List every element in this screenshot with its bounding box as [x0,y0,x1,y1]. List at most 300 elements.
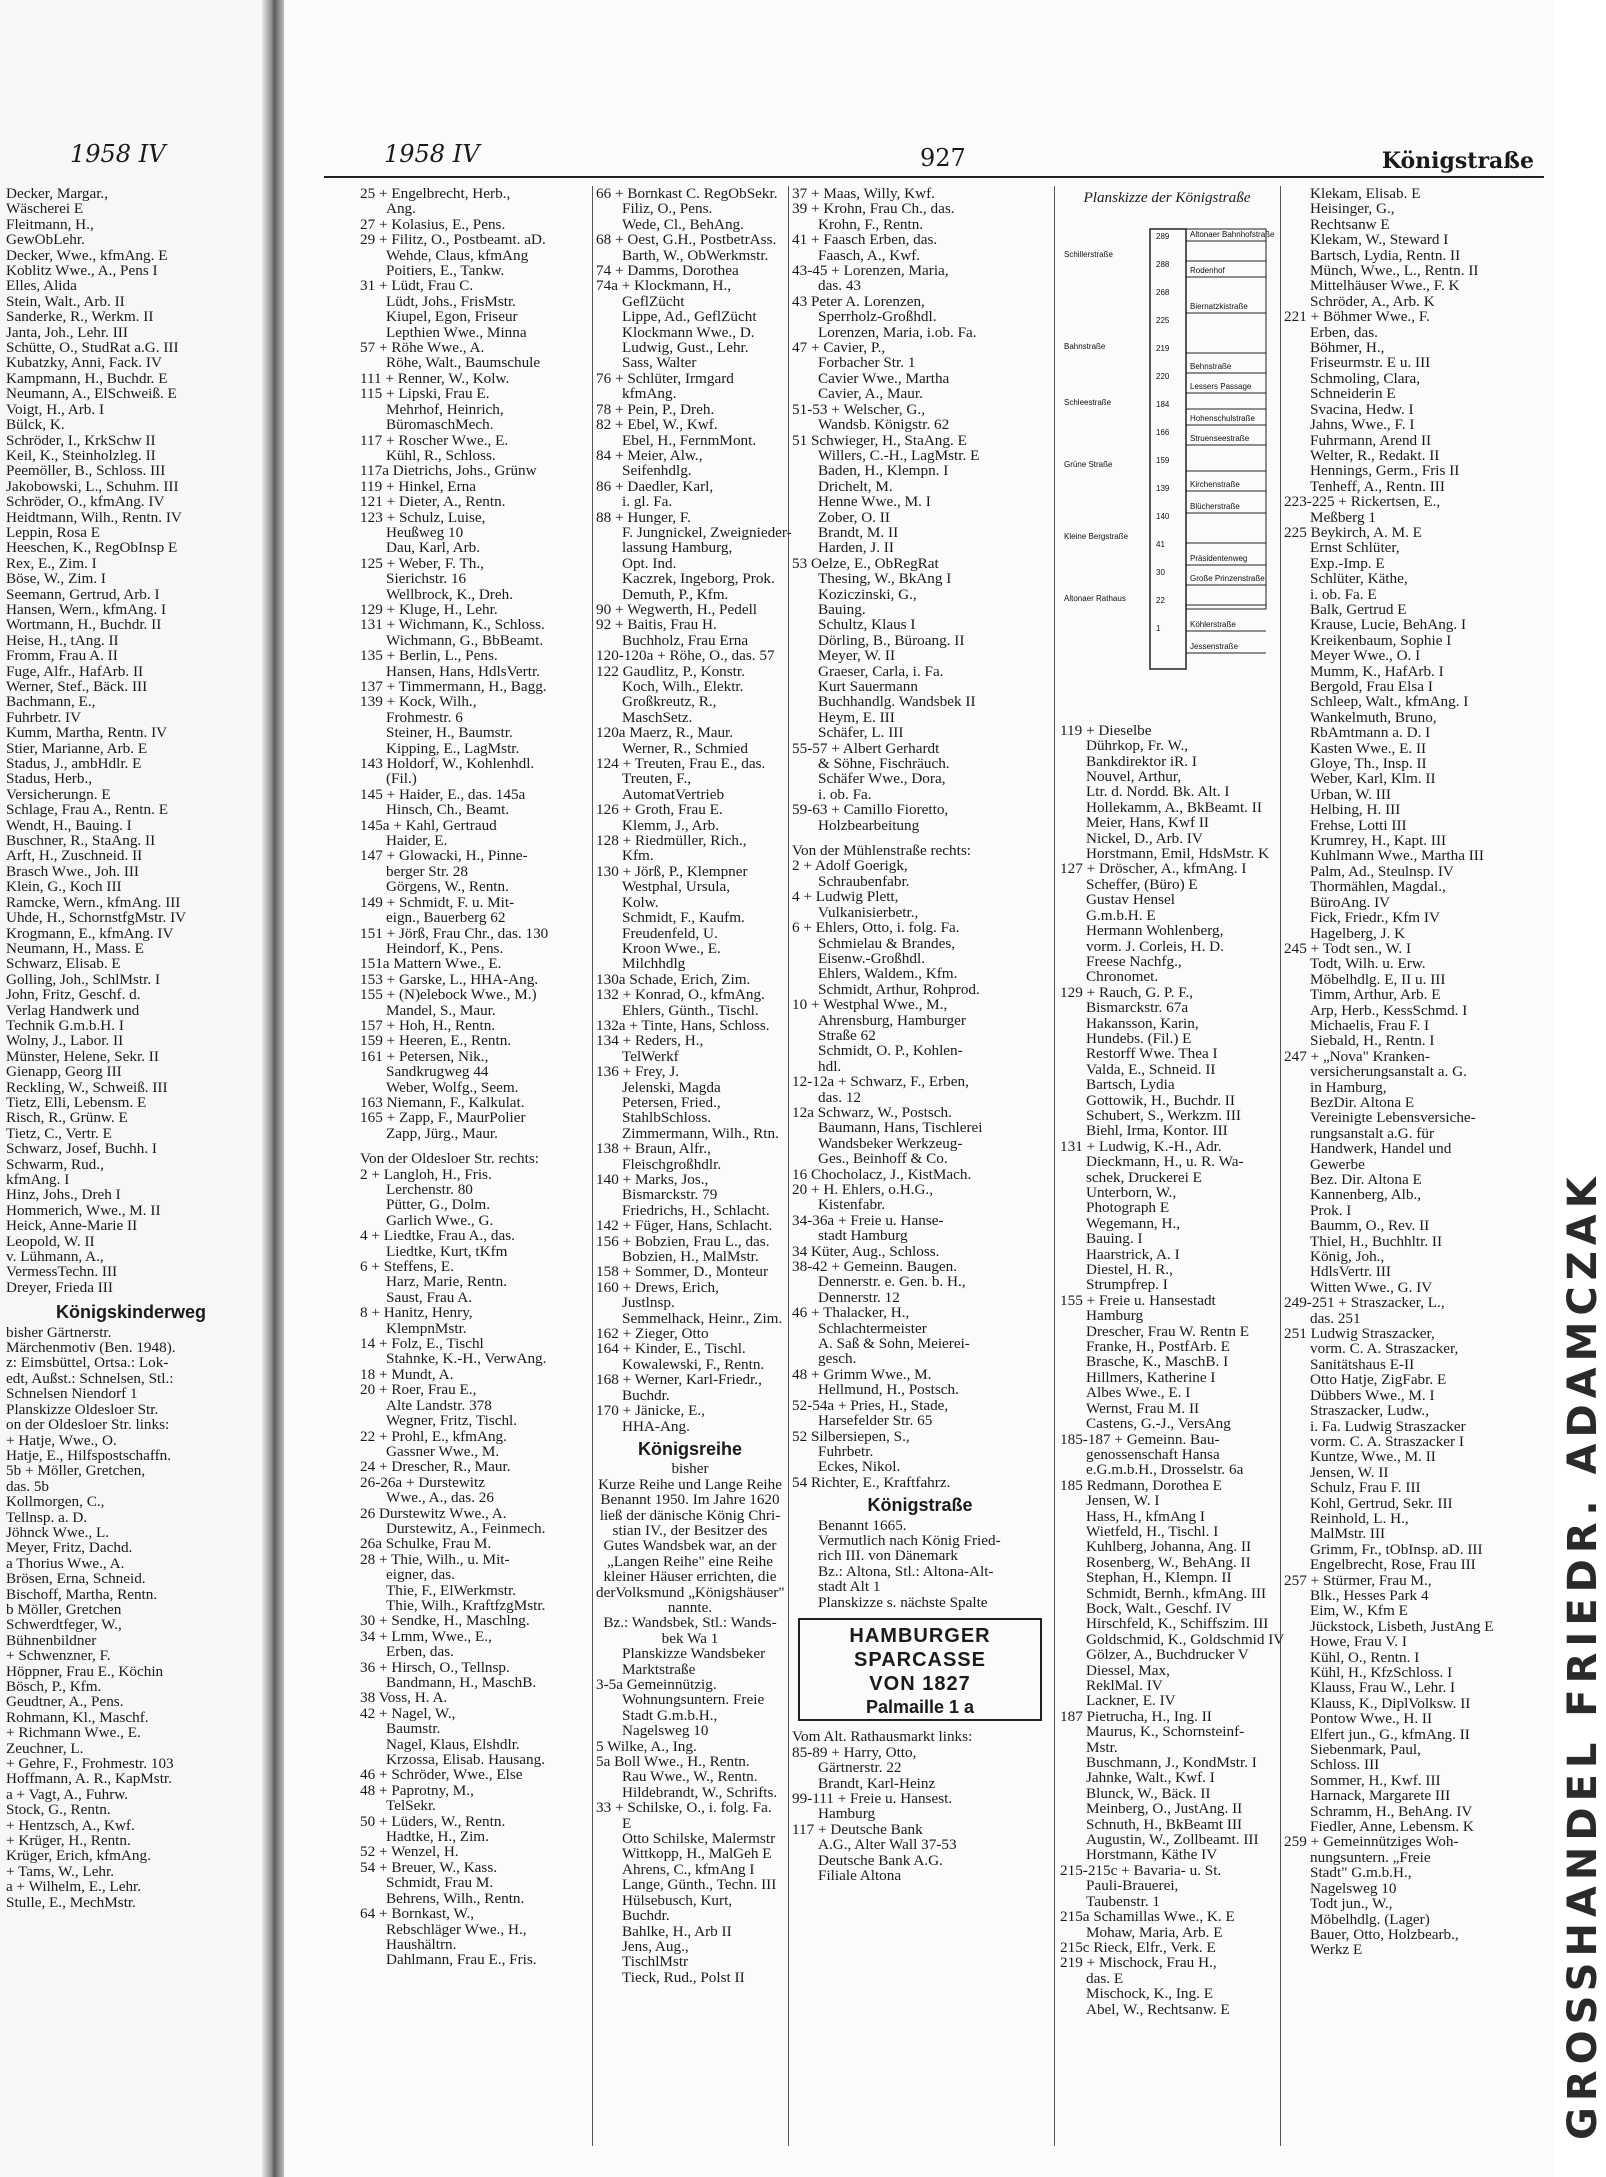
directory-entry: Meßberg 1 [1310,508,1376,526]
directory-entry: rungsanstalt a.G. für [1310,1124,1434,1142]
directory-entry: Alte Landstr. 378 [386,1396,492,1414]
directory-entry: 48 + Grimm Wwe., M. [792,1365,932,1383]
directory-entry: Deutsche Bank A.G. [818,1851,943,1869]
directory-entry: 164 + Kinder, E., Tischl. [596,1340,746,1358]
directory-entry: 25 + Engelbrecht, Herb., [360,185,511,202]
directory-entry: Schmidt, Bernh., kfmAng. III [1086,1584,1267,1602]
directory-entry: Vulkanisierbetr., [818,903,919,921]
street-note: Ahrens, C., kfmAng I [622,1860,755,1878]
directory-entry: Ges., Beinhoff & Co. [818,1150,948,1168]
directory-entry: a + Wilhelm, E., Lehr. [6,1878,142,1896]
directory-entry: 122 Gaudlitz, P., Konstr. [596,662,745,680]
directory-entry: Böse, W., Zim. I [6,570,106,588]
directory-entry: Neumann, A., ElSchweiß. E [6,385,177,403]
directory-entry: Wegemann, H., [1086,1214,1181,1232]
directory-entry: 54 Richter, E., Kraftfahrz. [792,1473,951,1491]
directory-entry: Horstmann, Käthe IV [1086,1846,1218,1864]
right-page [284,0,1554,2177]
directory-entry: Gölzer, A., Buchdrucker V [1086,1646,1249,1664]
map-house-number: 219 [1156,344,1170,354]
directory-entry: 2 + Adolf Goerigk, [792,857,908,875]
directory-entry: Siebenmark, Paul, [1310,1741,1421,1759]
directory-entry: Dieckmann, H., u. R. Wa- [1086,1153,1244,1171]
directory-entry: Böhmer, H., [1310,339,1385,357]
directory-entry: Neumann, H., Mass. E [6,939,144,957]
column-5 [1284,186,1550,1958]
directory-entry: Klauss, K., DiplVolksw. II [1310,1694,1471,1712]
directory-entry: e.G.m.b.H., Drosselstr. 6a [1086,1461,1244,1479]
directory-entry: 136 + Frey, J. [596,1063,680,1081]
column-4 [1060,186,1285,2018]
street-note: Jens, Aug., [622,1937,689,1955]
directory-entry: Thiel, H., Buchhltr. II [1310,1232,1443,1250]
directory-entry: Schmoling, Clara, [1310,369,1421,387]
edge-advertisement-text: GROSSHANDEL FRIEDR. ADAMCZAK [1560,1171,1606,2140]
directory-entry: Hoffmann, A. R., KapMstr. [6,1770,172,1788]
directory-entry: Augustin, W., Zollbeamt. III [1086,1831,1259,1849]
map-house-number: 289 [1156,232,1170,242]
directory-entry: Goldschmid, K., Goldschmid IV [1086,1630,1285,1648]
directory-entry: Hommerich, Wwe., M. II [6,1201,161,1219]
directory-entry: gesch. [818,1350,857,1368]
directory-entry: Bülck, K. [6,416,65,434]
directory-entry: eigner, das. [386,1566,455,1584]
directory-entry: Kurt Sauermann [818,678,918,695]
directory-entry: BüromaschMech. [386,416,494,434]
directory-entry: Kuntze, Wwe., M. II [1310,1448,1436,1466]
directory-entry: 115 + Lipski, Frau E. [360,385,490,403]
directory-entry: Gewerbe [1310,1155,1365,1173]
map-house-number: 288 [1156,260,1170,270]
directory-entry: Verlag Handwerk und [6,1001,140,1019]
directory-entry: Steiner, H., Baumstr. [386,724,513,742]
directory-entry: Ang. [386,200,416,218]
directory-entry: Geudtner, A., Pens. [6,1693,124,1711]
directory-entry: Kumm, Martha, Rentn. IV [6,724,168,742]
directory-entry: Decker, Margar., [6,185,109,202]
directory-entry: Abel, W., Rechtsanw. E [1086,2000,1230,2018]
section-title-koenigstrasse: Königstraße [867,1495,973,1516]
directory-entry: on der Oldesloer Str. links: [6,1416,170,1434]
directory-entry: Mstr. [1086,1738,1118,1756]
directory-entry: Brasch Wwe., Joh. III [6,862,139,880]
directory-entry: 10 + Westphal Wwe., M., [792,996,948,1014]
directory-entry: Heick, Anne-Marie II [6,1217,138,1235]
directory-entry: Kolw. [622,893,659,911]
directory-entry: 147 + Glowacki, H., Pinne- [360,847,528,865]
directory-entry: Kistenfabr. [818,1196,886,1214]
directory-entry: Gienapp, Georg III [6,1063,122,1081]
map-title: Planskizze der Königstraße [1083,189,1251,206]
map-house-number: 268 [1156,288,1170,298]
directory-entry: 74a + Klockmann, H., [596,277,732,295]
street-note: Benannt 1950. Im Jahre 1620 [600,1491,780,1509]
directory-entry: Bismarckstr. 67a [1086,999,1189,1017]
directory-entry: 52-54a + Pries, H., Stade, [792,1396,949,1414]
directory-entry: 50 + Lüders, W., Rentn. [360,1812,506,1830]
directory-entry: Stephan, H., Klempn. II [1086,1569,1232,1587]
directory-entry: (Fil.) [386,770,417,788]
directory-entry: Baumann, Hans, Tischlerei [818,1119,983,1137]
street-note: nannte. [667,1598,713,1616]
map-street-label: Kleine Bergstraße [1064,532,1129,542]
directory-entry: Frehse, Lotti III [1310,816,1407,834]
directory-entry: Nouvel, Arthur, [1086,768,1182,786]
directory-entry: 6 + Ehlers, Otto, i. folg. Fa. [792,919,960,937]
directory-entry: Schröder, I., KrkSchw II [6,431,156,449]
directory-entry: + Hatje, Wwe., O. [6,1431,117,1449]
directory-entry: Kaczrek, Ingeborg, Prok. [622,570,775,588]
directory-entry: Seifenhdlg. [622,462,692,480]
directory-entry: Gustav Hensel [1086,891,1175,909]
map-street-label: Große Prinzenstraße [1190,574,1265,584]
directory-entry: 185 Redmann, Dorothea E [1060,1476,1222,1494]
map-street-label: Rodenhof [1190,266,1225,276]
directory-entry: Kampmann, H., Buchdr. E [6,369,168,387]
column-rule [1280,186,1281,2146]
directory-entry: Stier, Marianne, Arb. E [6,739,148,757]
directory-entry: 53 Oelze, E., ObRegRat [792,554,939,572]
directory-entry: Hundebs. (Fil.) E [1086,1029,1192,1047]
street-note: rich III. von Dänemark [818,1547,959,1565]
directory-entry: Schultz, Klaus I [818,616,916,634]
map-house-number: 22 [1156,596,1165,606]
directory-entry: Kühl, O., Rentn. I [1310,1648,1420,1666]
directory-entry: Engelbrecht, Rose, Frau III [1310,1556,1476,1574]
directory-entry: Schraubenfabr. [818,872,910,890]
directory-entry: Handwerk, Handel und [1310,1140,1452,1158]
directory-entry: Jakobowski, L., Schuhm. III [6,477,179,495]
directory-entry: Bartsch, Lydia, Rentn. II [1310,246,1461,264]
directory-entry: Bobzien, H., MalMstr. [622,1248,759,1266]
directory-entry: Brandt, Karl-Heinz [818,1774,936,1792]
directory-entry: Schwarz, Elisab. E [6,955,121,973]
directory-entry: Technik G.m.b.H. I [6,1016,124,1034]
map-street-label: Jessenstraße [1190,642,1239,652]
directory-entry: Klekam, W., Steward I [1310,231,1449,249]
directory-entry: 145 + Haider, E., das. 145a [360,785,526,803]
directory-entry: Freese Nachfg., [1086,952,1182,970]
directory-entry: 18 + Mundt, A. [360,1365,454,1383]
directory-entry: BüroAng. IV [1310,893,1391,911]
directory-entry: vorm. J. Corleis, H. D. [1086,937,1224,955]
book-spine [262,0,284,2177]
directory-entry: 120a Maerz, R., Maur. [596,724,734,742]
directory-entry: Klemm, J., Arb. [622,816,720,834]
directory-entry: 64 + Bornkast, W., [360,1905,475,1923]
directory-entry: Jelenski, Magda [622,1078,721,1096]
directory-entry: Welter, R., Redakt. II [1310,446,1440,464]
street-note: Kurze Reihe und Lange Reihe [598,1475,782,1493]
directory-entry: Hinz, Johs., Dreh I [6,1186,121,1204]
directory-entry: in Hamburg, [1310,1078,1387,1096]
street-note: Nagelsweg 10 [622,1722,709,1740]
directory-entry: Ltr. d. Nordd. Bk. Alt. I [1086,783,1230,801]
directory-entry: Sandkrugweg 44 [386,1063,489,1081]
directory-entry: lassung Hamburg, [622,539,733,557]
map-street-label: Grüne Straße [1064,460,1113,470]
directory-entry: Fiedler, Anne, Lebensm. K [1310,1818,1474,1836]
directory-entry: + Krüger, H., Rentn. [6,1832,131,1850]
directory-entry: 249-251 + Straszacker, L., [1284,1294,1445,1312]
directory-entry: Schulz, Frau F. III [1310,1479,1421,1497]
directory-entry: 130 + Jörß, P., Klempner [596,862,748,880]
adjacent-page-edge [1554,0,1606,2177]
directory-entry: 187 Pietrucha, H., Ing. II [1060,1707,1212,1725]
directory-entry: Holzbearbeitung [818,816,920,834]
directory-entry: Hagelberg, J. K [1310,924,1406,942]
directory-entry: 129 + Kluge, H., Lehr. [360,600,498,618]
directory-entry: 20 + Roer, Frau E., [360,1381,477,1399]
directory-entry: Möbelhdlg. E, II u. III [1310,970,1446,988]
left-column [6,186,256,1910]
directory-entry: Rohmann, Kl., Maschf. [6,1708,149,1726]
directory-entry: Liedtke, Kurt, tKfm [386,1242,508,1260]
directory-entry: Von der Mühlenstraße rechts: [792,842,971,860]
directory-entry: Werner, Stef., Bäck. III [6,678,148,695]
street-note: 5 Wilke, A., Ing. [596,1737,697,1755]
map-street-label: Schillerstraße [1064,250,1113,260]
directory-entry: Hillmers, Katherine I [1086,1368,1216,1386]
directory-entry: 131 + Ludwig, K.-H., Adr. [1060,1137,1222,1155]
directory-entry: 92 + Baitis, Frau H. [596,616,717,634]
directory-entry: Wietfeld, H., Tischl. I [1086,1522,1219,1540]
directory-entry: Meyer, Fritz, Dachd. [6,1539,133,1557]
directory-entry: Dührkop, Fr. W., [1086,737,1189,755]
directory-entry: Stadt" G.m.b.H., [1310,1864,1412,1882]
directory-entry: Zimmermann, Wilh., Rtn. [622,1124,779,1142]
street-note: Marktstraße [622,1660,696,1678]
directory-entry: Meyer, W. II [818,647,895,665]
directory-entry: Münch, Wwe., L., Rentn. II [1310,262,1479,280]
directory-entry: Golling, Joh., SchlMstr. I [6,970,160,988]
directory-entry: VermessTechn. III [6,1263,118,1281]
directory-entry: König, Joh., [1310,1248,1385,1266]
directory-entry: 219 + Mischock, Frau H., [1060,1954,1217,1972]
directory-entry: Schnelsen Niendorf 1 [6,1385,138,1403]
directory-entry: Svacina, Hedw. I [1310,400,1414,418]
directory-entry: Buchholz, Frau Erna [622,631,749,649]
street-note: Wohnungsuntern. Freie [622,1691,765,1709]
directory-entry: bisher Gärtnerstr. [6,1323,112,1341]
directory-entry: Kroon Wwe., E. [622,939,721,957]
directory-entry: Bartsch, Lydia [1086,1076,1175,1094]
directory-entry: das. 43 [818,277,862,295]
directory-entry: 149 + Schmidt, F. u. Mit- [360,893,515,911]
directory-entry: 163 Niemann, F., Kalkulat. [360,1093,525,1111]
directory-entry: 5b + Möller, Gretchen, [6,1462,146,1480]
map-house-number: 166 [1156,428,1170,438]
directory-entry: 156 + Bobzien, Frau L., das. [596,1232,770,1250]
map-street-label: Altonaer Bahnhofstraße [1190,230,1275,240]
map-street-label: Präsidentenweg [1190,554,1248,564]
directory-entry: Kannenberg, Alb., [1310,1186,1422,1204]
directory-entry: 245 + Todt sen., W. I [1284,939,1412,957]
directory-entry: Prok. I [1310,1201,1352,1219]
directory-entry: Poitiers, E., Tankw. [386,262,505,280]
directory-entry: Bühnenbildner [6,1631,97,1649]
map-street-label: Behnstraße [1190,362,1232,372]
directory-entry: Justlnsp. [622,1294,675,1312]
directory-entry: Schlachtermeister [818,1319,927,1337]
directory-entry: Hennings, Germ., Fris II [1310,462,1460,480]
header-rule [324,176,1544,178]
directory-entry: Schäfer Wwe., Dora, [818,770,946,788]
street-note: derVolksmund „Königshäuser" [596,1583,785,1601]
directory-entry: 14 + Folz, E., Tischl [360,1335,484,1353]
directory-entry: 153 + Garske, L., HHA-Ang. [360,970,539,988]
directory-entry: 31 + Lüdt, Frau C. [360,277,474,295]
directory-entry: 26 Durstewitz Wwe., A. [360,1504,507,1522]
directory-entry: Großkreutz, R., [622,693,717,711]
street-note: Stadt G.m.b.H., [622,1706,718,1724]
left-page [0,0,262,2177]
directory-entry: Castens, G.-J., VersAng [1086,1415,1231,1433]
directory-entry: 129 + Rauch, G. P. F., [1060,983,1194,1001]
directory-entry: Scheffer, (Büro) E [1086,875,1198,893]
street-note: „Langen Reihe" eine Reihe [606,1552,774,1570]
directory-entry: Reckling, W., Schweiß. III [6,1078,168,1096]
directory-entry: Wankelmuth, Bruno, [1310,708,1437,726]
directory-entry: 119 + Hinkel, Erna [360,477,476,495]
directory-entry: Wehde, Claus, kfmAng [386,246,529,264]
directory-entry: Schmidt, O. P., Kohlen- [818,1042,963,1060]
directory-entry: Sanderke, R., Werkm. II [6,308,154,326]
directory-entry: Haider, E. [386,832,448,850]
directory-entry: Krause, Lucie, BehAng. I [1310,616,1467,634]
directory-entry: 168 + Werner, Karl-Friedr., [596,1371,762,1389]
directory-entry: Maurus, K., Schornsteinf- [1086,1723,1245,1741]
map-house-number: 184 [1156,400,1170,410]
directory-entry: 124 + Treuten, Frau E., das. [596,755,766,773]
directory-entry: Tietz, C., Vertr. E [6,1124,112,1142]
directory-entry: Brasche, K., MaschB. I [1086,1353,1229,1371]
directory-entry: Ehlers, Günth., Tischl. [622,1001,759,1019]
street-note: TischlMstr [622,1953,689,1971]
directory-entry: 128 + Riedmüller, Rich., [596,832,747,850]
directory-entry: 225 Beykirch, A. M. E [1284,523,1422,541]
directory-entry: 99-111 + Freie u. Hansest. [792,1790,953,1807]
directory-entry: 20 + H. Ehlers, o.H.G., [792,1181,934,1198]
street-header: Königstraße [1381,148,1534,174]
directory-entry: Krogmann, E., kfmAng. IV [6,924,174,942]
street-note: bisher [671,1460,709,1478]
directory-entry: 132 + Konrad, O., kfmAng. [596,986,765,1004]
directory-entry: Schmidt, Frau M. [386,1874,494,1892]
directory-entry: Rex, E., Zim. I [6,554,97,572]
directory-entry: 165 + Zapp, F., MaurPolier [360,1109,526,1127]
directory-entry: Koziczinski, G., [818,585,917,603]
directory-entry: vorm. C. A. Straszacker, [1310,1340,1459,1358]
street-note: Tieck, Rud., Polst II [622,1968,745,1986]
directory-entry: Gloye, Th., Insp. II [1310,755,1427,773]
directory-entry: versicherungsanstalt a. G. [1310,1063,1467,1081]
directory-entry: Rosenberg, W., BehAng. II [1086,1553,1251,1571]
directory-entry: Buschner, R., StaAng. II [6,832,156,850]
directory-entry: Otto Hatje, ZigFabr. E [1310,1371,1447,1389]
directory-entry: 131 + Wichmann, K., Schloss. [360,616,545,634]
directory-entry: Bez. Dir. Altona E [1310,1171,1422,1188]
map-street-label: Lessers Passage [1190,382,1252,392]
directory-entry: 47 + Cavier, P., [792,339,886,357]
directory-entry: 38 Voss, H. A. [360,1689,448,1707]
directory-entry: Tellnsp. a. D. [6,1508,88,1526]
directory-entry: Sperrholz-Großhdl. [818,308,937,326]
directory-entry: 82 + Ebel, W., Kwf. [596,416,718,434]
section-title-koenigskinderweg: Königskinderweg [55,1302,207,1323]
directory-entry: Dreyer, Frieda III [6,1278,113,1296]
map-street-label: Biernatzkistraße [1190,302,1248,312]
directory-entry: 55-57 + Albert Gerhardt [792,739,940,757]
directory-entry: 221 + Böhmer Wwe., F. [1284,308,1430,326]
column-rule [592,186,593,2146]
directory-entry: Klauss, Frau W., Lehr. I [1310,1679,1456,1697]
directory-entry: Blunck, W., Bäck. II [1086,1784,1211,1802]
street-note: Wittkopp, H., MalGeh E [622,1845,772,1863]
directory-entry: Freudenfeld, U. [622,924,718,942]
directory-entry: Ebel, H., FernmMont. [622,431,757,449]
directory-entry: Ehlers, Waldem., Kfm. [818,965,958,983]
directory-entry: 185-187 + Gemeinn. Bau- [1060,1430,1220,1448]
directory-entry: Hatje, E., Hilfspostschaffn. [6,1446,172,1464]
directory-entry: 36 + Hirsch, O., Tellnsp. [360,1658,510,1676]
directory-entry: Krzossa, Elisab. Hausang. [386,1751,546,1769]
page-number: 927 [920,144,966,172]
directory-entry: 259 + Gemeinnütziges Woh- [1284,1833,1459,1851]
directory-entry: Henne Wwe., M. I [818,493,931,511]
directory-entry: Hakansson, Karin, [1086,1014,1199,1032]
directory-entry: 158 + Sommer, D., Monteur [596,1263,769,1281]
directory-entry: Dennerstr. e. Gen. b. H., [818,1273,966,1291]
directory-entry: Westphal, Ursula, [622,878,731,896]
directory-entry: Lüdt, Johs., FrisMstr. [386,292,516,310]
directory-entry: Fleitmann, H., [6,215,94,233]
map-street-label: Struenseestraße [1190,434,1250,444]
street-note: Hildebrandt, W., Schrifts. [622,1783,778,1801]
directory-entry: Harsefelder Str. 65 [818,1412,933,1430]
directory-entry: Fuge, Alfr., HafArb. II [6,662,144,680]
directory-entry: Gassner Wwe., M. [386,1442,500,1460]
directory-entry: Kasten Wwe., E. II [1310,739,1427,757]
directory-entry: 12a Schwarz, W., Postsch. [792,1103,952,1121]
directory-entry: 126 + Groth, Frau E. [596,801,723,819]
directory-entry: Krüger, Erich, kfmAng. [6,1847,151,1865]
directory-entry: Bauing. I [1086,1230,1143,1248]
directory-entry: vorm. C. A. Straszacker I [1310,1432,1464,1450]
directory-entry: Keil, K., Steinholzleg. II [6,446,156,464]
directory-entry: Leppin, Rosa E [6,523,101,541]
directory-entry: KlempnMstr. [386,1319,467,1337]
directory-entry: Wolny, J., Labor. II [6,1032,124,1050]
directory-entry: A. Saß & Sohn, Meierei- [818,1335,970,1353]
directory-entry: Willers, C.-H., LagMstr. E [818,446,980,464]
directory-entry: Buchdr. [622,1386,670,1404]
directory-entry: Kuhlmann Wwe., Martha III [1310,847,1484,865]
directory-entry: Photograph E [1086,1199,1170,1217]
directory-entry: Tenheff, A., Rentn. III [1310,477,1445,495]
directory-entry: 4 + Ludwig Plett, [792,888,899,906]
directory-entry: Drescher, Frau W. Rentn E [1086,1322,1250,1340]
directory-entry: & Söhne, Fischräuch. [818,755,950,773]
directory-entry: 86 + Daedler, Karl, [596,477,714,495]
directory-entry: Bösch, P., Kfm. [6,1678,102,1695]
directory-entry: Rechtsanw E [1310,215,1390,233]
directory-entry: Harz, Marie, Rentn. [386,1273,508,1291]
directory-entry: Jensen, W. II [1310,1463,1389,1481]
directory-entry: Voigt, H., Arb. I [6,400,105,418]
directory-entry: 135 + Berlin, L., Pens. [360,647,498,665]
directory-entry: Görgens, W., Rentn. [386,878,509,896]
